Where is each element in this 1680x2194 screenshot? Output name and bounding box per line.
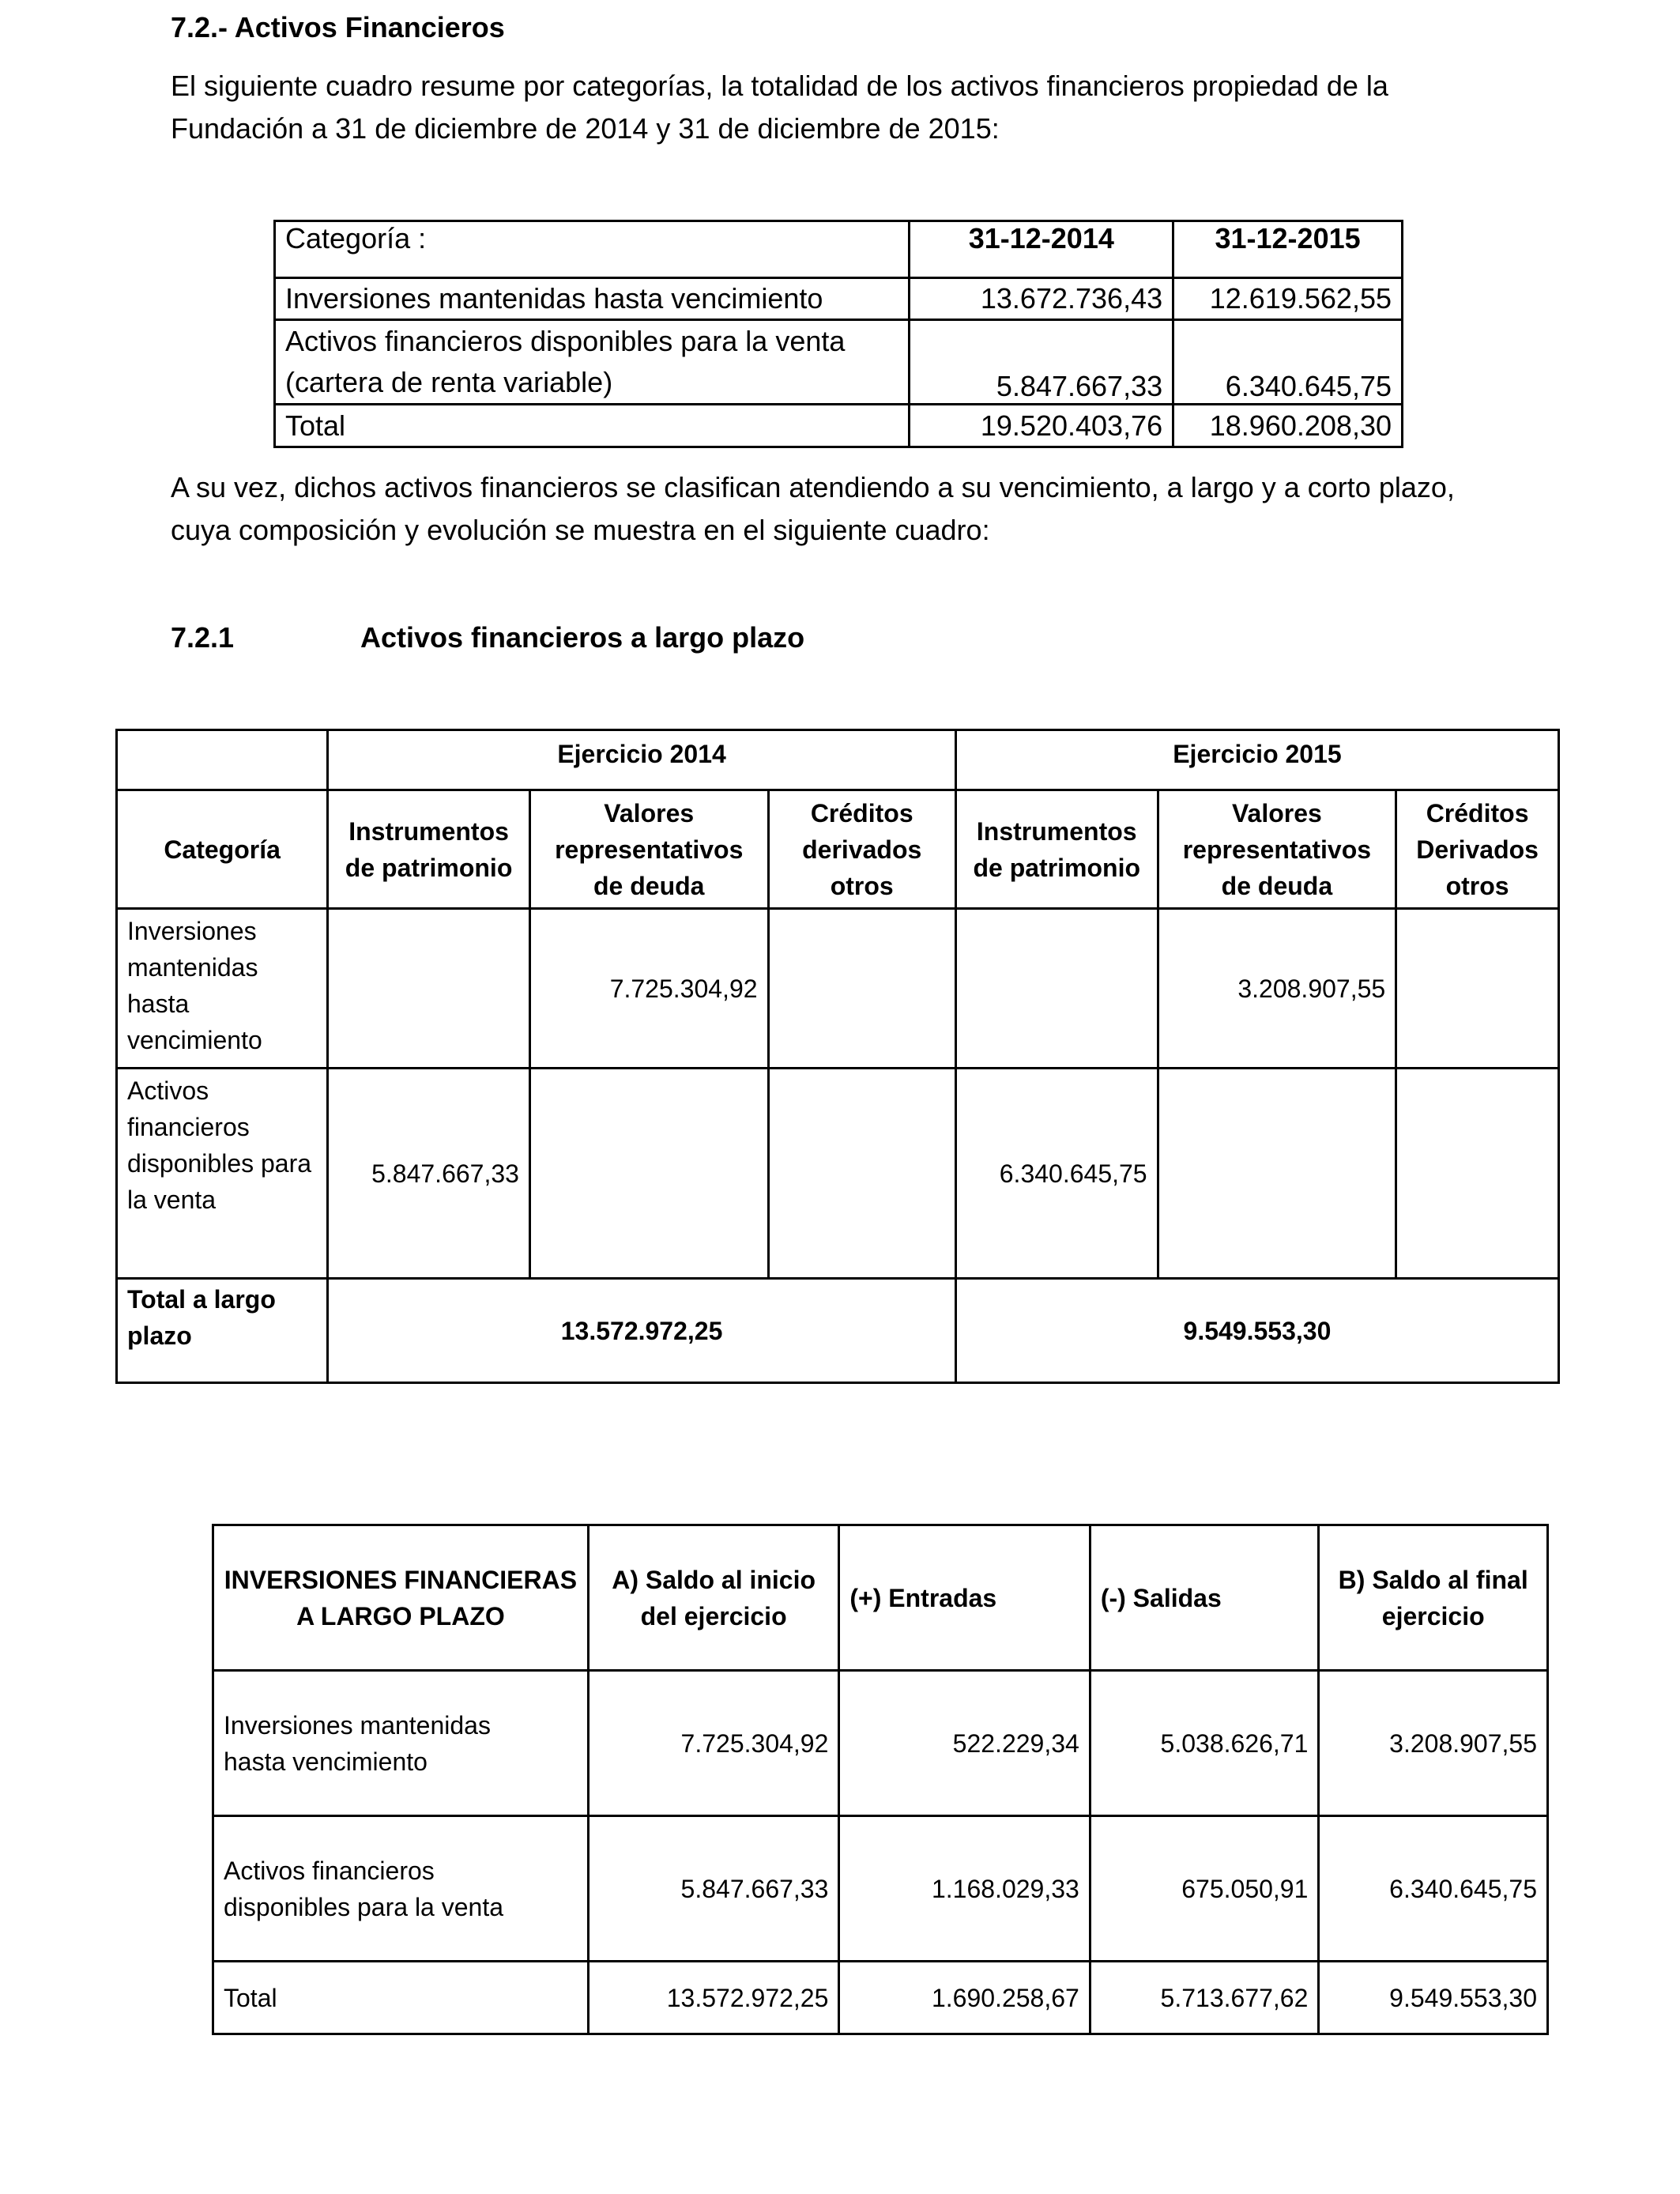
header-saldo-final: B) Saldo al final ejercicio bbox=[1319, 1525, 1548, 1671]
table-cell bbox=[529, 1069, 768, 1279]
subsection-title: Activos financieros a largo plazo bbox=[360, 621, 805, 654]
table-row bbox=[117, 1069, 1559, 1279]
empty-corner-cell bbox=[117, 730, 328, 790]
header-creditos-2015: Créditos Derivados otros bbox=[1396, 790, 1559, 909]
long-term-assets-table bbox=[115, 729, 1560, 1384]
summary-table-header-row bbox=[275, 221, 1403, 278]
row-label: Inversiones mantenidas hasta vencimiento bbox=[213, 1671, 589, 1816]
table-cell: 675.050,91 bbox=[1090, 1816, 1319, 1962]
summary-header-2014: 31-12-2014 bbox=[910, 221, 1173, 278]
table-cell: 7.725.304,92 bbox=[588, 1671, 839, 1816]
summary-cell: 18.960.208,30 bbox=[1173, 405, 1403, 447]
category-header: Categoría bbox=[117, 790, 328, 909]
table-cell: 5.847.667,33 bbox=[588, 1816, 839, 1962]
table-cell: 1.690.258,67 bbox=[839, 1962, 1090, 2034]
year-header-2015: Ejercicio 2015 bbox=[955, 730, 1558, 790]
table-cell: 5.847.667,33 bbox=[328, 1069, 530, 1279]
table-cell bbox=[768, 909, 955, 1069]
header-creditos-2014: Créditos derivados otros bbox=[768, 790, 955, 909]
year-header-2014: Ejercicio 2014 bbox=[328, 730, 956, 790]
table-cell bbox=[1396, 909, 1559, 1069]
row-label: Inversiones mantenidas hasta vencimiento bbox=[117, 909, 328, 1069]
table-row bbox=[275, 405, 1403, 447]
table-cell: 7.725.304,92 bbox=[529, 909, 768, 1069]
movements-header-row bbox=[213, 1525, 1548, 1671]
table-cell bbox=[328, 909, 530, 1069]
table-row bbox=[275, 278, 1403, 320]
table-cell: 5.038.626,71 bbox=[1090, 1671, 1319, 1816]
header-instrumentos-2014: Instrumentos de patrimonio bbox=[328, 790, 530, 909]
total-2015: 9.549.553,30 bbox=[955, 1279, 1558, 1383]
table-cell bbox=[768, 1069, 955, 1279]
row-label: Activos financieros disponibles para la venta bbox=[117, 1069, 328, 1279]
section-title: 7.2.- Activos Financieros bbox=[171, 11, 505, 43]
header-valores-2014: Valores representativos de deuda bbox=[529, 790, 768, 909]
total-label: Total a largo plazo bbox=[117, 1279, 328, 1383]
table-cell: 9.549.553,30 bbox=[1319, 1962, 1548, 2034]
table-row bbox=[213, 1962, 1548, 2034]
summary-row-label: Total bbox=[275, 405, 910, 447]
year-header-row bbox=[117, 730, 1559, 790]
summary-row-label: Inversiones mantenidas hasta vencimiento bbox=[275, 278, 910, 320]
table-row bbox=[213, 1671, 1548, 1816]
summary-cell: 13.672.736,43 bbox=[910, 278, 1173, 320]
intro-paragraph: El siguiente cuadro resume por categorías, la totalidad de los activos financieros propiedad de la Fundación a 31 de diciembre de 2014 y 31 de diciembre de 2015: bbox=[171, 70, 1388, 145]
table-row bbox=[213, 1816, 1548, 1962]
table-cell bbox=[955, 909, 1158, 1069]
table-cell: 13.572.972,25 bbox=[588, 1962, 839, 2034]
summary-header-2015: 31-12-2015 bbox=[1173, 221, 1403, 278]
summary-row-label: Activos financieros disponibles para la venta (cartera de renta variable) bbox=[275, 320, 910, 405]
summary-cell: 5.847.667,33 bbox=[910, 320, 1173, 405]
row-label: Activos financieros disponibles para la venta bbox=[213, 1816, 589, 1962]
classification-paragraph: A su vez, dichos activos financieros se clasifican atendiendo a su vencimiento, a largo y a corto plazo, cuya composición y evolución se muestra en el siguiente cuadro: bbox=[171, 471, 1455, 546]
table-cell: 6.340.645,75 bbox=[955, 1069, 1158, 1279]
header-instrumentos-2015: Instrumentos de patrimonio bbox=[955, 790, 1158, 909]
summary-cell: 12.619.562,55 bbox=[1173, 278, 1403, 320]
subsection-number: 7.2.1 bbox=[171, 621, 235, 654]
table-cell: 3.208.907,55 bbox=[1158, 909, 1396, 1069]
summary-table bbox=[273, 220, 1403, 448]
header-inversiones: INVERSIONES FINANCIERAS A LARGO PLAZO bbox=[213, 1525, 589, 1671]
table-cell: 3.208.907,55 bbox=[1319, 1671, 1548, 1816]
table-cell: 5.713.677,62 bbox=[1090, 1962, 1319, 2034]
header-entradas: (+) Entradas bbox=[839, 1525, 1090, 1671]
header-salidas: (-) Salidas bbox=[1090, 1525, 1319, 1671]
table-cell: 6.340.645,75 bbox=[1319, 1816, 1548, 1962]
column-header-row bbox=[117, 790, 1559, 909]
table-row bbox=[275, 320, 1403, 405]
summary-header-category: Categoría : bbox=[275, 221, 910, 278]
header-valores-2015: Valores representativos de deuda bbox=[1158, 790, 1396, 909]
header-saldo-inicio: A) Saldo al inicio del ejercicio bbox=[588, 1525, 839, 1671]
movements-table bbox=[212, 1524, 1549, 2035]
table-cell: 522.229,34 bbox=[839, 1671, 1090, 1816]
table-cell bbox=[1396, 1069, 1559, 1279]
summary-cell: 19.520.403,76 bbox=[910, 405, 1173, 447]
summary-cell: 6.340.645,75 bbox=[1173, 320, 1403, 405]
total-2014: 13.572.972,25 bbox=[328, 1279, 956, 1383]
row-label: Total bbox=[213, 1962, 589, 2034]
table-cell: 1.168.029,33 bbox=[839, 1816, 1090, 1962]
total-row bbox=[117, 1279, 1559, 1383]
table-row bbox=[117, 909, 1559, 1069]
table-cell bbox=[1158, 1069, 1396, 1279]
